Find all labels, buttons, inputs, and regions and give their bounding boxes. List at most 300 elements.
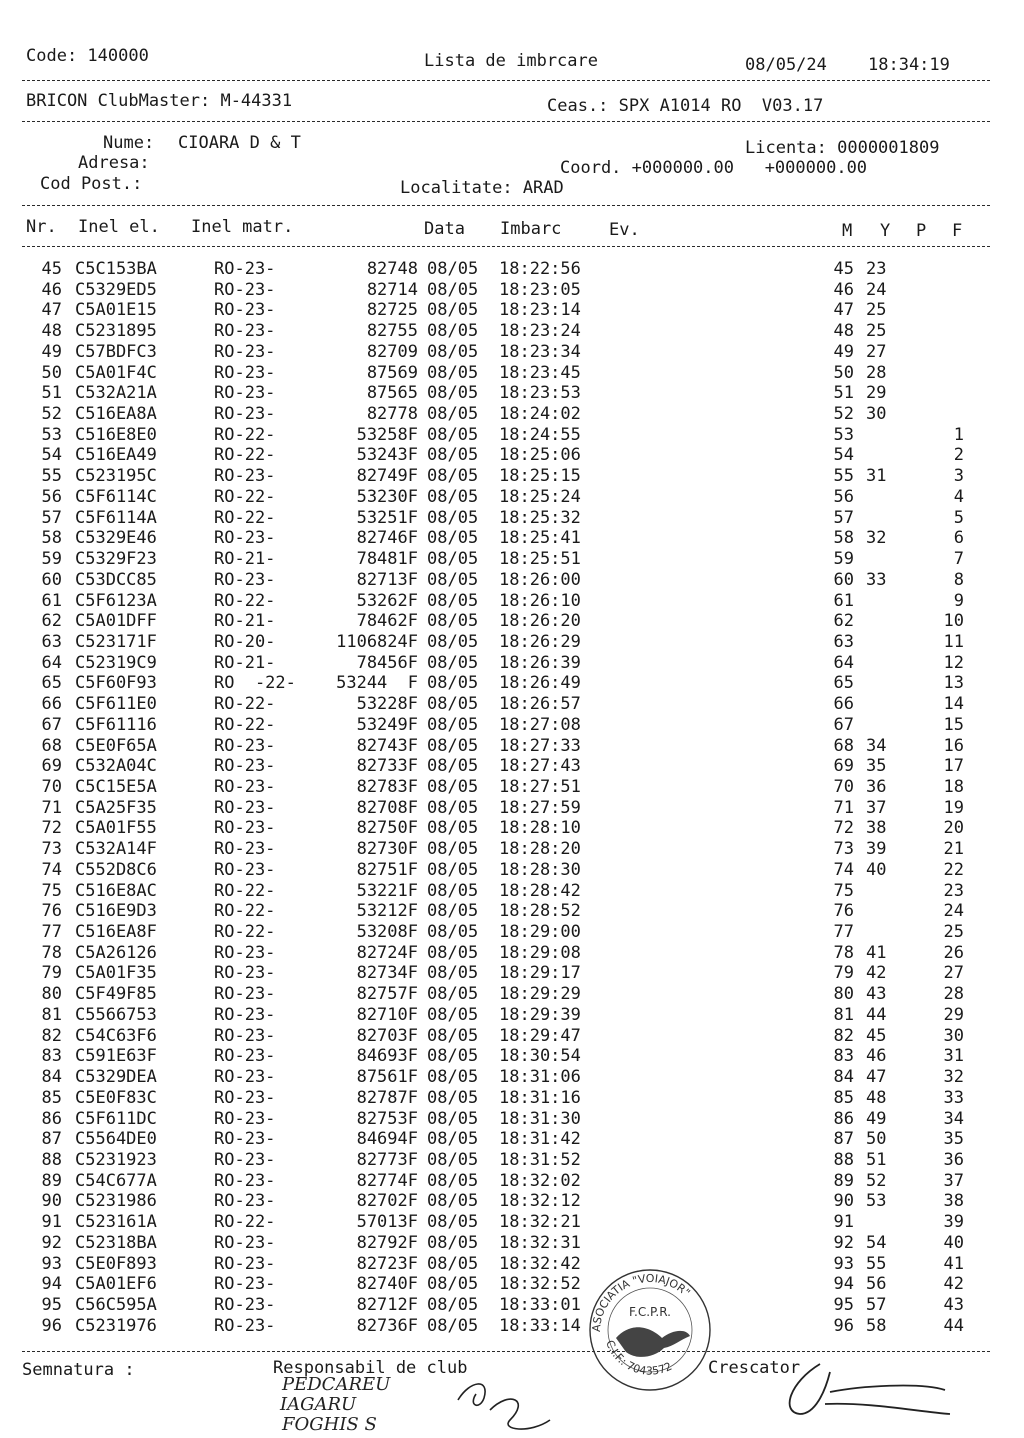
table-row xyxy=(0,984,1024,1005)
ring-series: RO-23- xyxy=(214,839,276,860)
ring-number: 82724F xyxy=(356,942,418,963)
position-y: 29 xyxy=(866,383,887,404)
clock-date: 08/05 xyxy=(427,300,479,321)
ring-number: 82778 xyxy=(366,404,418,425)
club-signature xyxy=(450,1370,560,1438)
table-row xyxy=(0,943,1024,964)
ring-number: 53230F xyxy=(356,486,418,507)
electronic-ring: C5F6123A xyxy=(75,590,157,611)
handwritten-name-line: IAGARU xyxy=(280,1394,357,1415)
position-f: 20 xyxy=(943,818,964,839)
position-m: 48 xyxy=(833,321,854,342)
ring-series: RO-22- xyxy=(214,714,276,735)
position-m: 51 xyxy=(833,383,854,404)
electronic-ring: C54C63F6 xyxy=(75,1025,157,1046)
pigeon-icon xyxy=(616,1327,690,1357)
row-number: 46 xyxy=(41,279,62,300)
position-m: 81 xyxy=(833,1004,854,1025)
table-row xyxy=(0,508,1024,529)
ring-series: RO-23- xyxy=(214,279,276,300)
clock-date: 08/05 xyxy=(427,942,479,963)
position-f: 38 xyxy=(943,1191,964,1212)
electronic-ring: C516E8AC xyxy=(75,880,157,901)
row-number: 61 xyxy=(41,590,62,611)
row-number: 55 xyxy=(41,466,62,487)
clock-time: 18:27:59 xyxy=(499,797,581,818)
electronic-ring: C5A01F4C xyxy=(75,362,157,383)
electronic-ring: C5C15E5A xyxy=(75,777,157,797)
ring-number: 78481F xyxy=(356,549,418,570)
row-number: 78 xyxy=(41,942,62,963)
clock-time: 18:26:10 xyxy=(499,590,581,611)
table-row xyxy=(0,611,1024,632)
position-m: 94 xyxy=(833,1274,854,1295)
table-row xyxy=(0,445,1024,466)
position-m: 90 xyxy=(833,1191,854,1212)
clock-date: 08/05 xyxy=(427,445,479,466)
row-number: 59 xyxy=(41,549,62,570)
row-number: 72 xyxy=(41,818,62,839)
ring-series: RO-23- xyxy=(214,1315,276,1336)
position-f: 7 xyxy=(953,549,964,570)
position-m: 69 xyxy=(833,756,854,777)
clock-time: 18:28:30 xyxy=(499,859,581,880)
ring-series: RO-23- xyxy=(214,362,276,383)
table-row xyxy=(0,1274,1024,1295)
electronic-ring: C5231923 xyxy=(75,1149,157,1170)
electronic-ring: C52318BA xyxy=(75,1232,157,1253)
electronic-ring: C5A01F35 xyxy=(75,963,157,984)
table-row xyxy=(0,1088,1024,1109)
clock-date: 08/05 xyxy=(427,1004,479,1025)
ring-number: 53249F xyxy=(356,714,418,735)
svg-text:ASOCIATIA "VOIAJOR" xyxy=(590,1272,693,1332)
table-row xyxy=(0,383,1024,404)
clock-date: 08/05 xyxy=(427,984,479,1005)
ring-number: 53258F xyxy=(356,424,418,445)
ring-series: RO-23- xyxy=(214,1087,276,1108)
position-m: 77 xyxy=(833,922,854,943)
position-m: 70 xyxy=(833,777,854,797)
position-f: 31 xyxy=(943,1046,964,1067)
clock-time: 18:27:51 xyxy=(499,777,581,797)
ring-number: 82740F xyxy=(356,1274,418,1295)
row-number: 88 xyxy=(41,1149,62,1170)
ring-series: RO-21- xyxy=(214,549,276,570)
ring-number: 82723F xyxy=(356,1253,418,1274)
document-title: Lista de imbrcare xyxy=(424,51,598,71)
ring-series: RO-23- xyxy=(214,859,276,880)
code-label: Code: 140000 xyxy=(26,46,149,66)
association-stamp xyxy=(582,1262,718,1392)
ring-number: 82783F xyxy=(356,777,418,797)
clock-date: 08/05 xyxy=(427,880,479,901)
clock-date: 08/05 xyxy=(427,507,479,528)
position-m: 54 xyxy=(833,445,854,466)
ring-number: 82743F xyxy=(356,735,418,756)
electronic-ring: C5A25F35 xyxy=(75,797,157,818)
position-m: 83 xyxy=(833,1046,854,1067)
position-f: 24 xyxy=(943,901,964,922)
clock-time: 18:29:29 xyxy=(499,984,581,1005)
table-row xyxy=(0,818,1024,839)
ring-number: 53251F xyxy=(356,507,418,528)
position-m: 93 xyxy=(833,1253,854,1274)
row-number: 87 xyxy=(41,1129,62,1150)
table-row xyxy=(0,736,1024,757)
position-y: 53 xyxy=(866,1191,887,1212)
ring-series: RO-23- xyxy=(214,735,276,756)
position-m: 65 xyxy=(833,673,854,694)
position-f: 28 xyxy=(943,984,964,1005)
position-y: 39 xyxy=(866,839,887,860)
clock-time: 18:31:30 xyxy=(499,1108,581,1129)
electronic-ring: C54C677A xyxy=(75,1170,157,1191)
electronic-ring: C5F6114C xyxy=(75,486,157,507)
ring-number: 78462F xyxy=(356,611,418,632)
table-row xyxy=(0,963,1024,984)
stamp-cif-text: C.I.F.: 7043572 xyxy=(603,1338,674,1378)
ring-series: RO-23- xyxy=(214,383,276,404)
ring-series: RO-23- xyxy=(214,1274,276,1295)
ring-number: 82730F xyxy=(356,839,418,860)
clock-time: 18:23:14 xyxy=(499,300,581,321)
table-row xyxy=(0,1316,1024,1337)
row-number: 89 xyxy=(41,1170,62,1191)
table-row xyxy=(0,632,1024,653)
table-row xyxy=(0,404,1024,425)
position-m: 86 xyxy=(833,1108,854,1129)
position-y: 49 xyxy=(866,1108,887,1129)
position-m: 71 xyxy=(833,797,854,818)
name-label: Nume: xyxy=(103,133,155,153)
row-number: 69 xyxy=(41,756,62,777)
ring-series: RO-22- xyxy=(214,486,276,507)
ring-series: RO-23- xyxy=(214,1191,276,1212)
position-f: 41 xyxy=(943,1253,964,1274)
position-f: 2 xyxy=(953,445,964,466)
clock-date: 08/05 xyxy=(427,321,479,342)
table-row xyxy=(0,839,1024,860)
position-y: 25 xyxy=(866,321,887,342)
row-number: 48 xyxy=(41,321,62,342)
electronic-ring: C516EA8F xyxy=(75,922,157,943)
handwritten-name-line: PEDCAREU xyxy=(282,1374,391,1395)
clock-time: 18:24:55 xyxy=(499,424,581,445)
position-m: 73 xyxy=(833,839,854,860)
ring-number: 53243F xyxy=(356,445,418,466)
stamp-center-text: F.C.P.R. xyxy=(629,1305,671,1319)
ring-series: RO-23- xyxy=(214,1004,276,1025)
row-number: 85 xyxy=(41,1087,62,1108)
clock-date: 08/05 xyxy=(427,1315,479,1336)
clock-date: 08/05 xyxy=(427,694,479,715)
table-row xyxy=(0,466,1024,487)
separator xyxy=(22,246,990,247)
row-number: 84 xyxy=(41,1067,62,1088)
col-p: P xyxy=(916,221,927,241)
electronic-ring: C5F49F85 xyxy=(75,984,157,1005)
row-number: 63 xyxy=(41,631,62,652)
position-f: 10 xyxy=(943,611,964,632)
ring-number: 53244 F xyxy=(336,673,418,694)
position-y: 43 xyxy=(866,984,887,1005)
position-f: 26 xyxy=(943,942,964,963)
clock-date: 08/05 xyxy=(427,1253,479,1274)
clock-time: 18:27:33 xyxy=(499,735,581,756)
electronic-ring: C5329E46 xyxy=(75,528,157,549)
clock-time: 18:23:05 xyxy=(499,279,581,300)
clock-time: 18:32:21 xyxy=(499,1212,581,1233)
clock-time: 18:31:16 xyxy=(499,1087,581,1108)
row-number: 52 xyxy=(41,404,62,425)
row-number: 53 xyxy=(41,424,62,445)
position-f: 6 xyxy=(953,528,964,549)
clock-time: 18:29:17 xyxy=(499,963,581,984)
position-f: 16 xyxy=(943,735,964,756)
electronic-ring: C5A01E15 xyxy=(75,300,157,321)
position-m: 89 xyxy=(833,1170,854,1191)
position-f: 17 xyxy=(943,756,964,777)
ring-series: RO-23- xyxy=(214,1129,276,1150)
electronic-ring: C5A01EF6 xyxy=(75,1274,157,1295)
ring-number: 53228F xyxy=(356,694,418,715)
electronic-ring: C5F60F93 xyxy=(75,673,157,694)
stamp-ring-text: ASOCIATIA "VOIAJOR" xyxy=(589,1272,693,1333)
electronic-ring: C5F6114A xyxy=(75,507,157,528)
clock-time: 18:25:06 xyxy=(499,445,581,466)
clock-date: 08/05 xyxy=(427,1149,479,1170)
ring-number: 82712F xyxy=(356,1295,418,1315)
table-row xyxy=(0,1233,1024,1254)
print-time: 18:34:19 xyxy=(868,55,950,75)
clock-time: 18:31:52 xyxy=(499,1149,581,1170)
row-number: 50 xyxy=(41,362,62,383)
electronic-ring: C5F611E0 xyxy=(75,694,157,715)
row-number: 74 xyxy=(41,859,62,880)
ring-series: RO-23- xyxy=(214,466,276,487)
clock-date: 08/05 xyxy=(427,1025,479,1046)
position-m: 84 xyxy=(833,1067,854,1088)
row-number: 51 xyxy=(41,383,62,404)
ring-series: RO-23- xyxy=(214,1025,276,1046)
table-row xyxy=(0,756,1024,777)
col-inel-matr: Inel matr. xyxy=(191,217,294,237)
clock-date: 08/05 xyxy=(427,528,479,549)
row-number: 95 xyxy=(41,1295,62,1315)
table-row xyxy=(0,881,1024,902)
ring-series: RO-23- xyxy=(214,341,276,362)
row-number: 79 xyxy=(41,963,62,984)
ring-number: 82774F xyxy=(356,1170,418,1191)
clock-time: 18:27:08 xyxy=(499,714,581,735)
position-m: 95 xyxy=(833,1295,854,1315)
ring-series: RO-23- xyxy=(214,1067,276,1088)
position-f: 25 xyxy=(943,922,964,943)
table-row xyxy=(0,798,1024,819)
position-m: 61 xyxy=(833,590,854,611)
ring-number: 82725 xyxy=(366,300,418,321)
position-y: 50 xyxy=(866,1129,887,1150)
position-m: 66 xyxy=(833,694,854,715)
clock-date: 08/05 xyxy=(427,611,479,632)
clock-date: 08/05 xyxy=(427,404,479,425)
clock-date: 08/05 xyxy=(427,1067,479,1088)
electronic-ring: C516EA49 xyxy=(75,445,157,466)
print-date: 08/05/24 xyxy=(745,55,827,75)
electronic-ring: C591E63F xyxy=(75,1046,157,1067)
position-f: 40 xyxy=(943,1232,964,1253)
row-number: 80 xyxy=(41,984,62,1005)
position-f: 23 xyxy=(943,880,964,901)
position-y: 51 xyxy=(866,1149,887,1170)
clock-time: 18:24:02 xyxy=(499,404,581,425)
ring-series: RO-23- xyxy=(214,321,276,342)
position-m: 78 xyxy=(833,942,854,963)
ring-series: RO-23- xyxy=(214,1232,276,1253)
col-imbarc: Imbarc xyxy=(500,219,562,239)
position-m: 57 xyxy=(833,507,854,528)
clock-date: 08/05 xyxy=(427,1274,479,1295)
ring-number: 82734F xyxy=(356,963,418,984)
electronic-ring: C56C595A xyxy=(75,1295,157,1315)
table-row xyxy=(0,1067,1024,1088)
table-row xyxy=(0,1046,1024,1067)
position-f: 3 xyxy=(953,466,964,487)
col-nr: Nr. xyxy=(26,217,57,237)
ring-series: RO-23- xyxy=(214,569,276,590)
ring-series: RO-22- xyxy=(214,507,276,528)
clock-date: 08/05 xyxy=(427,569,479,590)
position-m: 64 xyxy=(833,652,854,673)
position-y: 58 xyxy=(866,1315,887,1336)
ring-number: 1106824F xyxy=(336,631,418,652)
electronic-ring: C532A21A xyxy=(75,383,157,404)
table-row xyxy=(0,425,1024,446)
ring-series: RO-23- xyxy=(214,1253,276,1274)
ring-series: RO-22- xyxy=(214,922,276,943)
clock-date: 08/05 xyxy=(427,549,479,570)
ring-series: RO-22- xyxy=(214,694,276,715)
table-row xyxy=(0,715,1024,736)
table-row xyxy=(0,1109,1024,1130)
postal-code-label: Cod Post.: xyxy=(40,174,143,194)
ring-number: 82746F xyxy=(356,528,418,549)
position-f: 13 xyxy=(943,673,964,694)
ring-series: RO-22- xyxy=(214,445,276,466)
position-m: 87 xyxy=(833,1129,854,1150)
ring-number: 82787F xyxy=(356,1087,418,1108)
col-m: M xyxy=(842,221,853,241)
ring-series: RO-23- xyxy=(214,963,276,984)
electronic-ring: C5A26126 xyxy=(75,942,157,963)
clock-time: 18:32:42 xyxy=(499,1253,581,1274)
clock-date: 08/05 xyxy=(427,590,479,611)
ring-series: RO-22- xyxy=(214,590,276,611)
ring-series: RO-23- xyxy=(214,756,276,777)
clock-date: 08/05 xyxy=(427,963,479,984)
clock-time: 18:28:20 xyxy=(499,839,581,860)
clock-time: 18:26:49 xyxy=(499,673,581,694)
position-y: 31 xyxy=(866,466,887,487)
clock-date: 08/05 xyxy=(427,1108,479,1129)
clock-time: 18:30:54 xyxy=(499,1046,581,1067)
col-ev: Ev. xyxy=(609,220,640,240)
clock-date: 08/05 xyxy=(427,1129,479,1150)
table-row xyxy=(0,1171,1024,1192)
position-m: 72 xyxy=(833,818,854,839)
position-f: 29 xyxy=(943,1004,964,1025)
electronic-ring: C5E0F83C xyxy=(75,1087,157,1108)
clock-time: 18:28:42 xyxy=(499,880,581,901)
col-data: Data xyxy=(424,219,465,239)
position-m: 46 xyxy=(833,279,854,300)
position-m: 91 xyxy=(833,1212,854,1233)
position-f: 35 xyxy=(943,1129,964,1150)
position-m: 62 xyxy=(833,611,854,632)
clock-time: 18:23:53 xyxy=(499,383,581,404)
col-f: F xyxy=(952,221,963,241)
table-row xyxy=(0,591,1024,612)
position-f: 8 xyxy=(953,569,964,590)
position-f: 12 xyxy=(943,652,964,673)
clock-time: 18:29:47 xyxy=(499,1025,581,1046)
table-row xyxy=(0,1129,1024,1150)
clock-date: 08/05 xyxy=(427,341,479,362)
table-row xyxy=(0,1212,1024,1233)
clock-time: 18:25:24 xyxy=(499,486,581,507)
ring-number: 53208F xyxy=(356,922,418,943)
ring-number: 82709 xyxy=(366,341,418,362)
clock-date: 08/05 xyxy=(427,279,479,300)
electronic-ring: C5329ED5 xyxy=(75,279,157,300)
ring-number: 82755 xyxy=(366,321,418,342)
row-number: 60 xyxy=(41,569,62,590)
position-m: 67 xyxy=(833,714,854,735)
col-inel-el: Inel el. xyxy=(78,217,160,237)
ring-number: 53262F xyxy=(356,590,418,611)
position-y: 25 xyxy=(866,300,887,321)
table-row xyxy=(0,653,1024,674)
separator xyxy=(22,80,990,81)
clock-date: 08/05 xyxy=(427,466,479,487)
clock-time: 18:31:42 xyxy=(499,1129,581,1150)
position-y: 34 xyxy=(866,735,887,756)
electronic-ring: C523171F xyxy=(75,631,157,652)
row-number: 70 xyxy=(41,777,62,797)
clock-date: 08/05 xyxy=(427,735,479,756)
clock-time: 18:26:00 xyxy=(499,569,581,590)
row-number: 67 xyxy=(41,714,62,735)
ring-number: 87561F xyxy=(356,1067,418,1088)
electronic-ring: C57BDFC3 xyxy=(75,341,157,362)
club-master: BRICON ClubMaster: M-44331 xyxy=(26,91,293,111)
ring-series: RO-23- xyxy=(214,528,276,549)
clock-date: 08/05 xyxy=(427,1191,479,1212)
position-f: 39 xyxy=(943,1212,964,1233)
row-number: 96 xyxy=(41,1315,62,1336)
position-m: 55 xyxy=(833,466,854,487)
position-m: 63 xyxy=(833,631,854,652)
position-y: 33 xyxy=(866,569,887,590)
clock-date: 08/05 xyxy=(427,1212,479,1233)
clock-date: 08/05 xyxy=(427,673,479,694)
row-number: 58 xyxy=(41,528,62,549)
electronic-ring: C516E9D3 xyxy=(75,901,157,922)
ring-series: RO-20- xyxy=(214,631,276,652)
ring-series: RO-23- xyxy=(214,1170,276,1191)
address-label: Adresa: xyxy=(78,153,150,173)
